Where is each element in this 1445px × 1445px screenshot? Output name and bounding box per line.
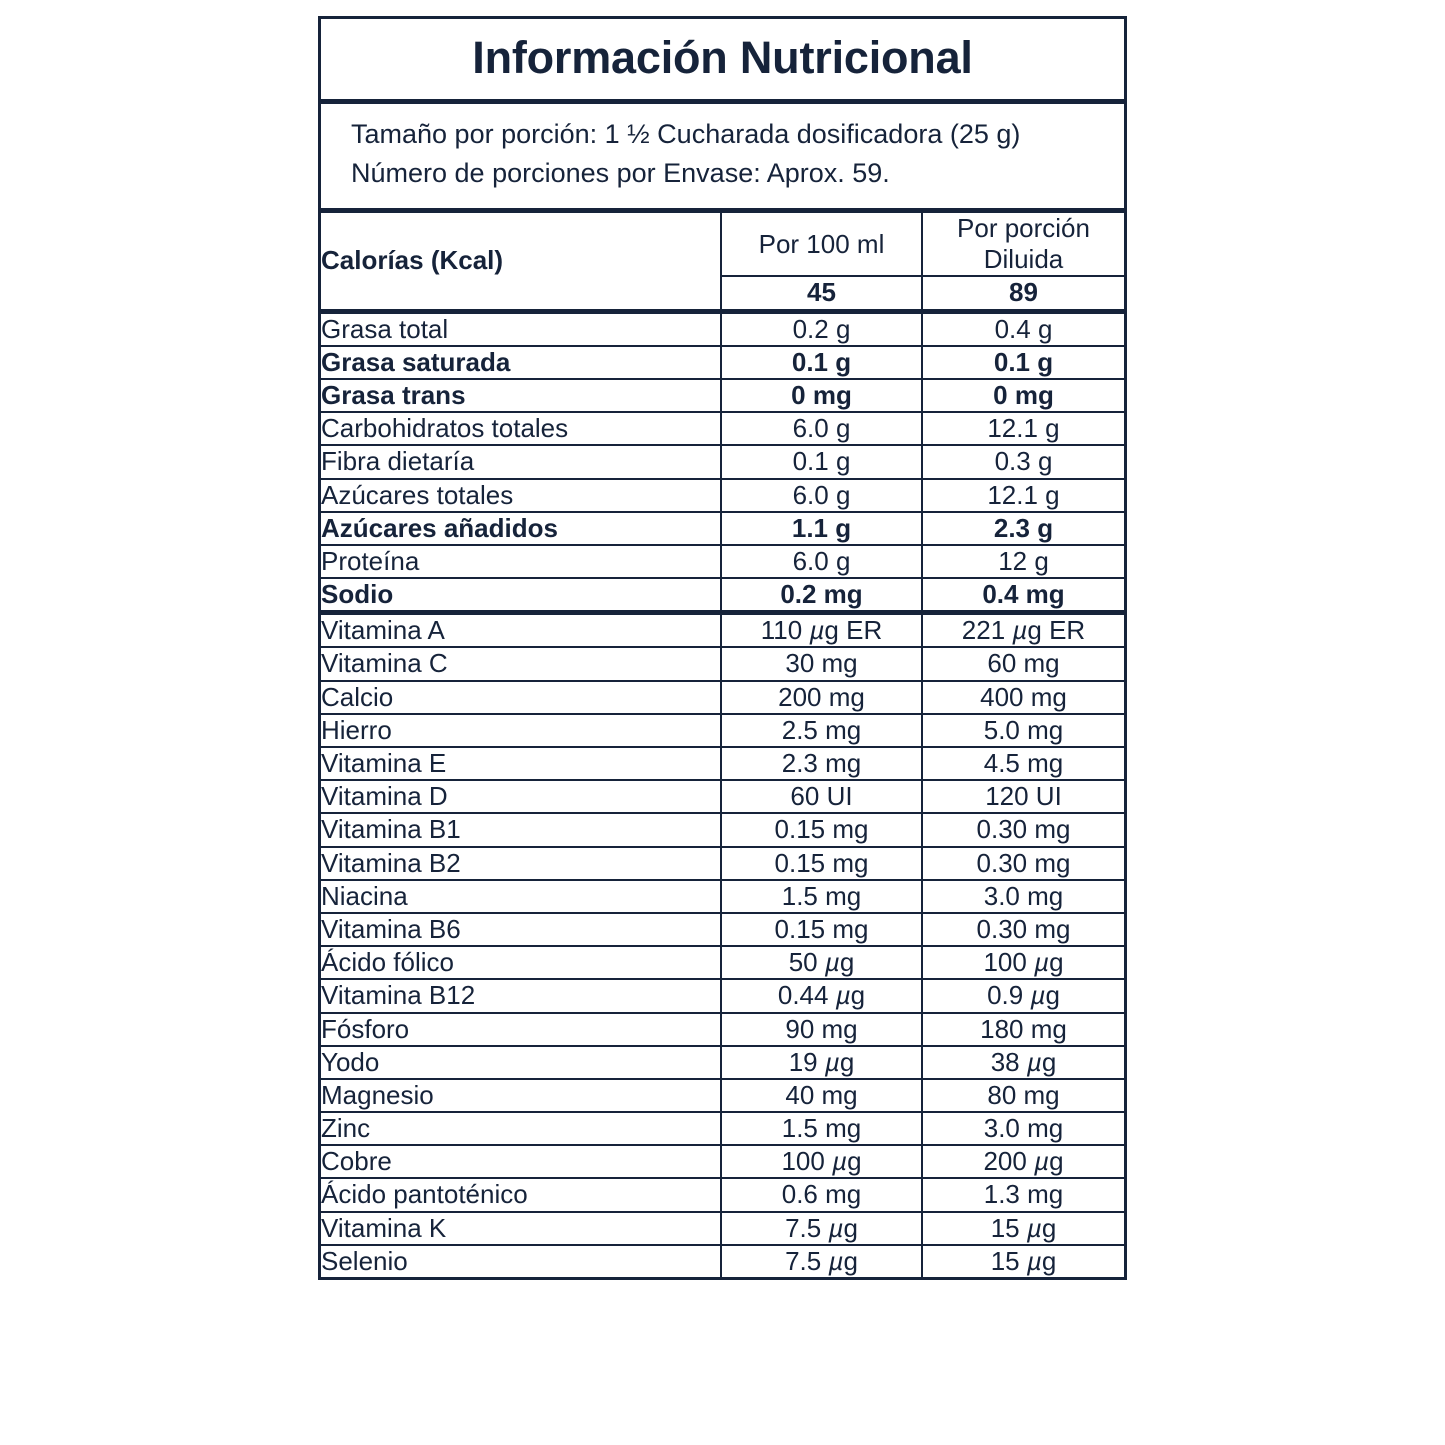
nutrient-name: Vitamina E [321,747,721,780]
nutrient-value-per-serving: 80 mg [922,1079,1124,1112]
table-row [321,1013,1124,1046]
nutrient-name: Fósforo [321,1013,721,1046]
nutrient-name: Vitamina C [321,647,721,680]
nutrient-name: Niacina [321,880,721,913]
nutrient-value-per-100ml: 2.5 mg [721,714,922,747]
calories-table [321,213,1124,309]
table-row [321,479,1124,512]
micro-sign: µ [1026,1245,1042,1276]
table-row [321,647,1124,680]
micronutrients-table [321,615,1124,1277]
table-row [321,412,1124,445]
calories-header-row [321,213,1124,276]
macronutrients-table [321,314,1124,611]
nutrient-value-per-100ml: 0.6 mg [721,1178,922,1211]
panel-title-band [321,19,1124,104]
micro-sign: µ [1012,615,1028,646]
micro-sign: µ [824,947,840,978]
nutrient-value-per-serving: 12.1 g [922,412,1124,445]
nutrition-facts-panel [318,16,1127,1280]
nutrient-name: Cobre [321,1145,721,1178]
nutrient-value-per-100ml: 0 mg [721,379,922,412]
nutrient-value-per-serving: 38 µg [922,1046,1124,1079]
nutrient-value-per-100ml: 6.0 g [721,545,922,578]
nutrient-value-per-serving: 5.0 mg [922,714,1124,747]
micro-sign: µ [828,1245,844,1276]
table-row [321,913,1124,946]
table-row [321,346,1124,379]
micro-sign: µ [1026,1212,1042,1243]
nutrient-value-per-serving: 0.4 g [922,314,1124,346]
table-row [321,1178,1124,1211]
serving-info-band [321,104,1124,213]
micro-sign: µ [835,980,851,1011]
table-row [321,379,1124,412]
micro-sign: µ [1026,1046,1042,1077]
table-row [321,578,1124,610]
serving-size-line: Tamaño por porción: 1 ½ Cucharada dosificadora (25 g) [351,119,1021,150]
nutrient-value-per-serving: 12 g [922,545,1124,578]
nutrient-value-per-100ml: 200 mg [721,681,922,714]
nutrient-value-per-serving: 4.5 mg [922,747,1124,780]
nutrient-name: Sodio [321,578,721,610]
nutrient-value-per-100ml: 50 µg [721,946,922,979]
nutrient-value-per-100ml: 1.5 mg [721,1112,922,1145]
nutrient-name: Yodo [321,1046,721,1079]
nutrient-value-per-serving: 180 mg [922,1013,1124,1046]
table-row [321,445,1124,478]
nutrient-value-per-100ml: 0.2 mg [721,578,922,610]
table-row [321,615,1124,647]
table-row [321,314,1124,346]
table-row [321,1046,1124,1079]
nutrient-name: Carbohidratos totales [321,412,721,445]
column-header-per-serving-line2: Diluida [983,244,1064,275]
micro-sign: µ [1034,947,1050,978]
nutrient-value-per-100ml: 0.2 g [721,314,922,346]
nutrient-value-per-serving: 0.3 g [922,445,1124,478]
nutrient-value-per-100ml: 2.3 mg [721,747,922,780]
nutrient-value-per-100ml: 0.15 mg [721,813,922,846]
nutrient-name: Proteína [321,545,721,578]
nutrient-value-per-100ml: 7.5 µg [721,1212,922,1245]
nutrient-value-per-100ml: 7.5 µg [721,1245,922,1277]
nutrient-value-per-100ml: 1.5 mg [721,880,922,913]
calories-label: Calorías (Kcal) [321,245,504,276]
nutrient-value-per-100ml: 6.0 g [721,412,922,445]
micronutrients-body [321,615,1124,1277]
nutrient-name: Fibra dietaría [321,445,721,478]
nutrient-value-per-serving: 0.30 mg [922,813,1124,846]
nutrient-name: Grasa trans [321,379,721,412]
macronutrients-block [321,314,1124,616]
nutrient-value-per-100ml: 0.44 µg [721,979,922,1012]
nutrient-value-per-100ml: 90 mg [721,1013,922,1046]
table-row [321,681,1124,714]
nutrient-value-per-serving: 0.30 mg [922,913,1124,946]
nutrient-name: Vitamina B12 [321,979,721,1012]
column-header-per-serving [922,213,1124,276]
table-row [321,1145,1124,1178]
table-row [321,1112,1124,1145]
table-row [321,813,1124,846]
column-header-per-serving-line1: Por porción [957,213,1090,244]
macronutrients-body [321,314,1124,611]
nutrient-value-per-serving: 3.0 mg [922,880,1124,913]
nutrient-name: Calcio [321,681,721,714]
nutrient-name: Grasa total [321,313,449,344]
calories-value-per-100ml: 45 [721,276,922,308]
table-row [321,747,1124,780]
nutrient-value-per-100ml: 60 UI [721,780,922,813]
table-row [321,1212,1124,1245]
nutrient-value-per-100ml: 1.1 g [721,512,922,545]
nutrient-value-per-serving: 221 µg ER [922,615,1124,647]
nutrient-value-per-100ml: 19 µg [721,1046,922,1079]
table-row [321,780,1124,813]
page-title: Información Nutricional [472,32,973,83]
nutrient-value-per-serving: 200 µg [922,1145,1124,1178]
calories-block [321,213,1124,314]
nutrient-value-per-serving: 400 mg [922,681,1124,714]
nutrient-value-per-100ml: 0.1 g [721,346,922,379]
table-row [321,1079,1124,1112]
nutrient-name: Vitamina B2 [321,847,721,880]
nutrient-value-per-serving: 100 µg [922,946,1124,979]
micro-sign: µ [832,1146,848,1177]
column-header-per-100ml: Por 100 ml [721,213,922,276]
nutrient-name: Vitamina B1 [321,813,721,846]
micro-sign: µ [809,615,825,646]
nutrient-value-per-100ml: 110 µg ER [721,615,922,647]
nutrient-value-per-serving: 0.30 mg [922,847,1124,880]
nutrient-value-per-serving: 60 mg [922,647,1124,680]
table-row [321,1245,1124,1277]
nutrient-name: Zinc [321,1112,721,1145]
table-row [321,847,1124,880]
nutrient-value-per-100ml: 40 mg [721,1079,922,1112]
table-row [321,545,1124,578]
nutrient-name: Ácido pantoténico [321,1178,721,1211]
nutrient-value-per-serving: 2.3 g [922,512,1124,545]
table-row [321,946,1124,979]
micronutrients-block [321,615,1124,1277]
nutrient-value-per-serving: 120 UI [922,780,1124,813]
nutrient-value-per-100ml: 0.1 g [721,445,922,478]
nutrient-value-per-100ml: 0.15 mg [721,847,922,880]
nutrient-value-per-serving: 0.1 g [922,346,1124,379]
nutrient-name: Azúcares añadidos [321,512,721,545]
nutrient-name: Vitamina A [321,615,445,646]
nutrient-name: Magnesio [321,1079,721,1112]
nutrient-value-per-100ml: 6.0 g [721,479,922,512]
nutrient-value-per-serving: 15 µg [922,1212,1124,1245]
nutrient-value-per-serving: 0.9 µg [922,979,1124,1012]
micro-sign: µ [1034,1146,1050,1177]
micro-sign: µ [1030,980,1046,1011]
nutrient-value-per-100ml: 30 mg [721,647,922,680]
nutrient-value-per-100ml: 0.15 mg [721,913,922,946]
table-row [321,880,1124,913]
nutrient-value-per-serving: 1.3 mg [922,1178,1124,1211]
table-row [321,714,1124,747]
nutrient-value-per-100ml: 100 µg [721,1145,922,1178]
servings-per-container-line: Número de porciones por Envase: Aprox. 59. [351,157,890,188]
nutrient-name: Azúcares totales [321,479,721,512]
micro-sign: µ [824,1046,840,1077]
nutrient-name: Vitamina B6 [321,913,721,946]
nutrient-value-per-serving: 12.1 g [922,479,1124,512]
nutrient-value-per-serving: 3.0 mg [922,1112,1124,1145]
micro-sign: µ [828,1212,844,1243]
nutrient-value-per-serving: 15 µg [922,1245,1124,1277]
nutrient-name: Ácido fólico [321,946,721,979]
table-row [321,512,1124,545]
nutrient-value-per-serving: 0 mg [922,379,1124,412]
nutrient-name: Hierro [321,714,721,747]
nutrient-value-per-serving: 0.4 mg [922,578,1124,610]
calories-value-per-serving: 89 [922,276,1124,308]
nutrient-name: Selenio [321,1245,721,1277]
nutrient-name: Vitamina D [321,780,721,813]
nutrient-name: Vitamina K [321,1212,721,1245]
table-row [321,979,1124,1012]
nutrient-name: Grasa saturada [321,346,721,379]
